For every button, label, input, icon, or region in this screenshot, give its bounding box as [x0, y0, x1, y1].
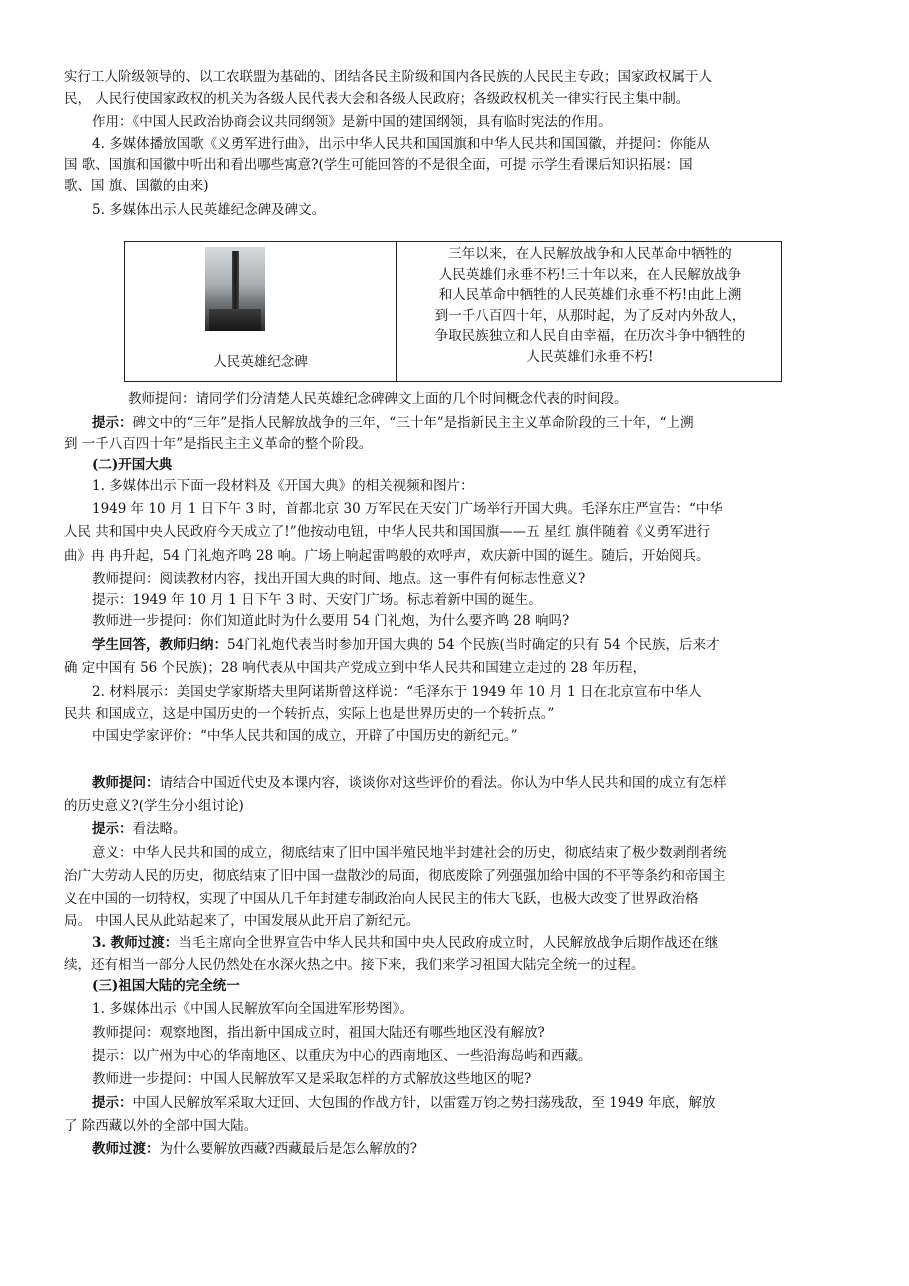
transition-label: 3. 教师过渡：: [92, 935, 179, 951]
paragraph-line: 意义：中华人民共和国的成立，彻底结束了旧中国半殖民地半封建社会的历史，彻底结束了极少数剥削者统: [92, 845, 727, 861]
paragraph-line: 教师进一步提问：中国人民解放军又是采取怎样的方式解放这些地区的呢?: [92, 1071, 532, 1087]
paragraph-line: 局。 中国人民从此站起来了，中国发展从此开启了新纪元。: [64, 913, 420, 929]
paragraph-line: 人民 共和国中央人民政府今天成立了!”他按动电钮，中华人民共和国国旗——五 星红 旗伴随着《义勇军进行: [64, 524, 711, 540]
paragraph-line: 1949 年 10 月 1 日下午 3 时，首都北京 30 万军民在天安门广场举行开国大典。毛泽东庄严宣告：“中华: [92, 501, 723, 517]
paragraph-line: 1. 多媒体出示下面一段材料及《开国大典》的相关视频和图片：: [92, 478, 474, 494]
paragraph-line: 国 歌、国旗和国徽中听出和看出哪些寓意?(学生可能回答的不是很全面，可提 示学生看课后知识拓展：国: [64, 157, 693, 173]
paragraph-line: 5. 多媒体出示人民英雄纪念碑及碑文。: [92, 202, 326, 218]
monument-caption: 人民英雄纪念碑: [213, 354, 308, 370]
monument-inscription: [400, 244, 780, 368]
paragraph-line: 确 定中国有 56 个民族)；28 响代表从中国共产党成立到中华人民共和国建立走过的 28 年历程，: [64, 660, 647, 676]
hint-line: 到 一千八百四十年”是指民主主义革命的整个阶段。: [64, 436, 373, 452]
paragraph-line: 曲》冉 冉升起，54 门礼炮齐鸣 28 响。广场上响起雷鸣般的欢呼声，欢庆新中国的诞生。随后，开始阅兵。: [64, 548, 710, 564]
monument-table: [124, 241, 782, 382]
paragraph-line: 了 除西藏以外的全部中国大陆。: [64, 1118, 258, 1134]
inscription-line: 和人民革命中牺牲的人民英雄们永垂不朽!由此上溯: [438, 287, 742, 304]
paragraph-line: 实行工人阶级领导的、以工农联盟为基础的、团结各民主阶级和国内各民族的人民民主专政；国家政权属于人: [64, 69, 712, 85]
paragraph-line: 教师提问：阅读教材内容，找出开国大典的时间、地点。这一事件有何标志性意义?: [92, 571, 586, 587]
section-title: (三)祖国大陆的完全统一: [92, 978, 240, 994]
paragraph-line: 提示：1949 年 10 月 1 日下午 3 时、天安门广场。标志着新中国的诞生。: [92, 592, 542, 608]
paragraph-line: 教师过渡：为什么要解放西藏?西藏最后是怎么解放的?: [92, 1141, 417, 1157]
paragraph-line: 教师提问：观察地图，指出新中国成立时，祖国大陆还有哪些地区没有解放?: [92, 1025, 545, 1041]
paragraph-line: 提示：中国人民解放军采取大迂回、大包围的作战方针，以雷霆万钧之势扫荡残敌，至 1949 年底，解放: [92, 1095, 716, 1111]
paragraph-line: 学生回答，教师归纳：54门礼炮代表当时参加开国大典的 54 个民族(当时确定的只有 54 个民族，后来才: [92, 637, 720, 653]
inscription-line: 到一千八百四十年，从那时起，为了反对内外敌人，: [434, 307, 746, 324]
inscription-line: 人民英雄们永垂不朽!: [526, 348, 654, 365]
paragraph-line: 民， 人民行使国家政权的机关为各级人民代表大会和各级人民政府；各级政权机关一律实行民主集中制。: [64, 91, 690, 107]
answer-label: 学生回答，教师归纳：: [92, 637, 227, 653]
paragraph-line: 教师进一步提问：你们知道此时为什么要用 54 门礼炮，为什么要齐鸣 28 响吗?: [92, 613, 570, 629]
paragraph-line: 义在中国的一切特权，实现了中国从几千年封建专制政治向人民民主的伟大飞跃，也极大改变了世界政治格: [64, 891, 699, 907]
paragraph-line: 的历史意义?(学生分小组讨论): [64, 798, 244, 814]
paragraph-line: 1. 多媒体出示《中国人民解放军向全国进军形势图》。: [92, 1001, 413, 1017]
paragraph-line: 提示：以广州为中心的华南地区、以重庆为中心的西南地区、一些沿海岛屿和西藏。: [92, 1048, 592, 1064]
inscription-line: 三年以来，在人民解放战争和人民革命中牺牲的: [448, 246, 732, 262]
paragraph-line: 2. 材料展示：美国史学家斯塔夫里阿诺斯曾这样说：“毛泽东于 1949 年 10 月 1 日在北京宣布中华人: [92, 684, 702, 700]
hint-label: 提示：: [92, 415, 133, 431]
hint-line: 提示：碑文中的“三年”是指人民解放战争的三年，“三十年”是指新民主主义革命阶段的三十年，“上溯: [92, 415, 694, 431]
paragraph-line: 提示：看法略。: [92, 821, 187, 837]
hint-label: 提示：: [92, 821, 133, 837]
hint-label: 提示：: [92, 1095, 133, 1111]
table-divider: [396, 242, 397, 381]
paragraph-line: 续，还有相当一部分人民仍然处在水深火热之中。接下来，我们来学习祖国大陆完全统一的过程。: [64, 957, 645, 973]
teacher-question: 教师提问：请同学们分清楚人民英雄纪念碑碑文上面的几个时间概念代表的时间段。: [128, 391, 628, 407]
transition-label: 教师过渡：: [92, 1141, 160, 1157]
inscription-line: 人民英雄们永垂不朽!三十年以来，在人民解放战争: [438, 266, 742, 283]
inscription-line: 争取民族独立和人民自由幸福，在历次斗争中牺牲的: [434, 328, 746, 345]
paragraph-line: 民共 和国成立，这是中国历史的一个转折点，实际上也是世界历史的一个转折点。”: [64, 706, 555, 722]
section-title: (二)开国大典: [92, 457, 173, 473]
paragraph-line: 中国史学家评价：“中华人民共和国的成立，开辟了中国历史的新纪元。”: [92, 728, 518, 744]
paragraph-line: 3. 教师过渡：当毛主席向全世界宣告中华人民共和国中央人民政府成立时，人民解放战争后期作战还在继: [92, 935, 719, 951]
monument-photo: [205, 247, 265, 331]
paragraph-line: 作用：《中国人民政治协商会议共同纲领》是新中国的建国纲领，具有临时宪法的作用。: [92, 114, 612, 130]
question-label: 教师提问：: [92, 775, 160, 791]
paragraph-line: 教师提问：请结合中国近代史及本课内容，谈谈你对这些评价的看法。你认为中华人民共和国的成立有怎样: [92, 775, 727, 791]
paragraph-line: 歌、国 旗、国徽的由来): [64, 178, 209, 194]
paragraph-line: 4. 多媒体播放国歌《义勇军进行曲》，出示中华人民共和国国旗和中华人民共和国国徽，并提问：你能从: [92, 136, 710, 152]
paragraph-line: 治广大劳动人民的历史，彻底结束了旧中国一盘散沙的局面，彻底废除了列强强加给中国的不平等条约和帝国主: [64, 868, 726, 884]
